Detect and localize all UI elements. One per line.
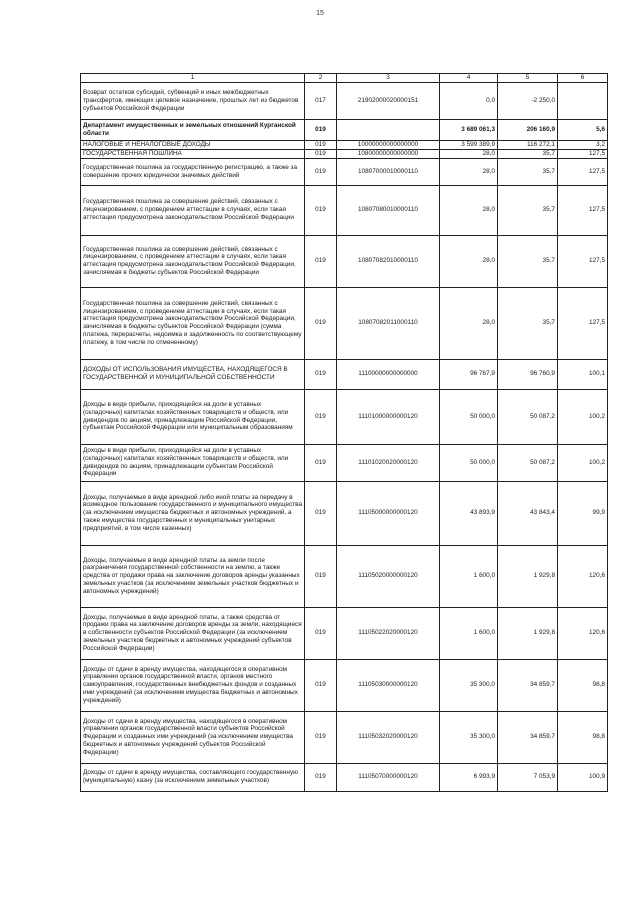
percent-cell: 99,9: [558, 481, 608, 545]
admin-code-cell: 017: [305, 83, 337, 120]
admin-code-cell: 019: [305, 120, 337, 141]
admin-code-cell: 019: [305, 287, 337, 359]
percent-cell: 100,9: [558, 763, 608, 791]
row-name-cell: Государственная пошлина за совершение действий, связанных с лицензированием, с проведением аттестации в случаях, если такая аттестация предусмотрена законодательством Российской Федерации: [81, 185, 305, 235]
budget-code-cell: 11105022020000120: [337, 607, 440, 659]
row-name-cell: Доходы от сдачи в аренду имущества, составляющего государственную (муниципальную) казну (за исключением земельных участков): [81, 763, 305, 791]
admin-code-cell: 019: [305, 185, 337, 235]
header-cell: 2: [305, 74, 337, 83]
plan-amount-cell: 50 000,0: [440, 444, 498, 481]
plan-amount-cell: 35 300,0: [440, 711, 498, 763]
header-cell: 5: [498, 74, 558, 83]
budget-code-cell: 11105070000000120: [337, 763, 440, 791]
row-name-cell: Доходы, получаемые в виде арендной либо иной платы за передачу в возмездное пользование государственного и муниципального имущества (за исключением имущества бюджетных и автономных учреждений, а также имущества государственных и муниципальных унитарных предприятий, в том числе казенных): [81, 481, 305, 545]
row-name-cell: Доходы в виде прибыли, приходящейся на доли в уставных (складочных) капиталах хозяйственных товариществ и обществ, или дивидендов по акциям, принадлежащим субъектам Российской Федерации: [81, 444, 305, 481]
admin-code-cell: 019: [305, 389, 337, 444]
table-row: [81, 545, 608, 607]
plan-amount-cell: 28,0: [440, 149, 498, 158]
percent-cell: 120,6: [558, 607, 608, 659]
budget-code-cell: 10807082010000110: [337, 235, 440, 287]
budget-code-cell: 11100000000000000: [337, 359, 440, 389]
percent-cell: 127,5: [558, 185, 608, 235]
plan-amount-cell: 1 600,0: [440, 607, 498, 659]
table-row: [81, 711, 608, 763]
budget-code-cell: 11105030000000120: [337, 659, 440, 711]
budget-code-cell: [337, 120, 440, 141]
actual-amount-cell: 34 859,7: [498, 711, 558, 763]
percent-cell: 98,8: [558, 659, 608, 711]
row-name-cell: НАЛОГОВЫЕ И НЕНАЛОГОВЫЕ ДОХОДЫ: [81, 141, 305, 150]
budget-code-cell: 11105020000000120: [337, 545, 440, 607]
row-name-cell: Государственная пошлина за государственную регистрацию, а также за совершение прочих юридически значимых действий: [81, 158, 305, 185]
actual-amount-cell: 43 843,4: [498, 481, 558, 545]
percent-cell: 120,6: [558, 545, 608, 607]
budget-table: [80, 73, 608, 792]
plan-amount-cell: 0,0: [440, 83, 498, 120]
table-header-row: [81, 74, 608, 83]
admin-code-cell: 019: [305, 481, 337, 545]
admin-code-cell: 019: [305, 359, 337, 389]
percent-cell: 127,5: [558, 158, 608, 185]
table-row: [81, 120, 608, 141]
table-row: [81, 83, 608, 120]
table-row: [81, 141, 608, 150]
budget-code-cell: 21902000020000151: [337, 83, 440, 120]
admin-code-cell: 019: [305, 659, 337, 711]
actual-amount-cell: 35,7: [498, 158, 558, 185]
budget-code-cell: 10807080010000110: [337, 185, 440, 235]
actual-amount-cell: -2 250,0: [498, 83, 558, 120]
admin-code-cell: 019: [305, 607, 337, 659]
table-row: [81, 607, 608, 659]
budget-code-cell: 11105000000000120: [337, 481, 440, 545]
percent-cell: 100,2: [558, 389, 608, 444]
admin-code-cell: 019: [305, 141, 337, 150]
actual-amount-cell: 50 087,2: [498, 389, 558, 444]
percent-cell: 100,2: [558, 444, 608, 481]
page-number: 15: [316, 10, 324, 17]
row-name-cell: Возврат остатков субсидий, субвенций и иных межбюджетных трансфертов, имеющих целевое назначение, прошлых лет из бюджетов субъектов Российской Федерации: [81, 83, 305, 120]
plan-amount-cell: 28,0: [440, 158, 498, 185]
budget-code-cell: 11105032020000120: [337, 711, 440, 763]
table-row: [81, 763, 608, 791]
budget-code-cell: 11101020020000120: [337, 444, 440, 481]
actual-amount-cell: 96 760,9: [498, 359, 558, 389]
row-name-cell: Департамент имущественных и земельных отношений Курганской области: [81, 120, 305, 141]
plan-amount-cell: 28,0: [440, 185, 498, 235]
actual-amount-cell: 116 272,1: [498, 141, 558, 150]
plan-amount-cell: 28,0: [440, 235, 498, 287]
plan-amount-cell: 1 600,0: [440, 545, 498, 607]
plan-amount-cell: 3 599 389,9: [440, 141, 498, 150]
admin-code-cell: 019: [305, 235, 337, 287]
percent-cell: 100,1: [558, 359, 608, 389]
actual-amount-cell: 34 859,7: [498, 659, 558, 711]
admin-code-cell: 019: [305, 158, 337, 185]
budget-code-cell: 10000000000000000: [337, 141, 440, 150]
budget-code-cell: 10800000000000000: [337, 149, 440, 158]
row-name-cell: ГОСУДАРСТВЕННАЯ ПОШЛИНА: [81, 149, 305, 158]
actual-amount-cell: 1 929,8: [498, 545, 558, 607]
actual-amount-cell: 50 087,2: [498, 444, 558, 481]
row-name-cell: ДОХОДЫ ОТ ИСПОЛЬЗОВАНИЯ ИМУЩЕСТВА, НАХОДЯЩЕГОСЯ В ГОСУДАРСТВЕННОЙ И МУНИЦИПАЛЬНОЙ СОБСТВЕННОСТИ: [81, 359, 305, 389]
actual-amount-cell: 35,7: [498, 185, 558, 235]
plan-amount-cell: 96 767,9: [440, 359, 498, 389]
header-cell: 1: [81, 74, 305, 83]
admin-code-cell: 019: [305, 711, 337, 763]
plan-amount-cell: 50 000,0: [440, 389, 498, 444]
percent-cell: 98,8: [558, 711, 608, 763]
plan-amount-cell: 6 993,9: [440, 763, 498, 791]
percent-cell: 3,2: [558, 141, 608, 150]
table-row: [81, 235, 608, 287]
percent-cell: [558, 83, 608, 120]
plan-amount-cell: 35 300,0: [440, 659, 498, 711]
actual-amount-cell: 1 929,8: [498, 607, 558, 659]
header-cell: 4: [440, 74, 498, 83]
table-row: [81, 389, 608, 444]
actual-amount-cell: 35,7: [498, 287, 558, 359]
row-name-cell: Доходы от сдачи в аренду имущества, находящегося в оперативном управлении органов государственной власти субъектов Российской Федерации и созданных ими учреждений (за исключением имущества бюджетных и автономных учреждений субъектов Российской Федерации): [81, 711, 305, 763]
actual-amount-cell: 35,7: [498, 149, 558, 158]
actual-amount-cell: 35,7: [498, 235, 558, 287]
row-name-cell: Доходы в виде прибыли, приходящейся на доли в уставных (складочных) капиталах хозяйственных товариществ и обществ, или дивидендов по акциям, принадлежащим Российской Федерации, субъектам Российской Федерации или муниципальным образованиям: [81, 389, 305, 444]
admin-code-cell: 019: [305, 545, 337, 607]
actual-amount-cell: 7 053,9: [498, 763, 558, 791]
table-row: [81, 158, 608, 185]
percent-cell: 127,5: [558, 287, 608, 359]
plan-amount-cell: 28,0: [440, 287, 498, 359]
row-name-cell: Доходы, получаемые в виде арендной платы за земли после разграничения государственной собственности на землю, а также средства от продажи права на заключение договоров аренды указанных земельных участков (за исключением земельных участков бюджетных и автономных учреждений): [81, 545, 305, 607]
admin-code-cell: 019: [305, 763, 337, 791]
row-name-cell: Доходы от сдачи в аренду имущества, находящегося в оперативном управлении органов государственной власти, органов местного самоуправления, государственных внебюджетных фондов и созданных ими учреждений (за исключением имущества бюджетных и автономных учреждений): [81, 659, 305, 711]
actual-amount-cell: 206 160,9: [498, 120, 558, 141]
budget-code-cell: 10807082011000110: [337, 287, 440, 359]
percent-cell: 127,5: [558, 149, 608, 158]
plan-amount-cell: 43 893,9: [440, 481, 498, 545]
table-row: [81, 359, 608, 389]
table-row: [81, 444, 608, 481]
plan-amount-cell: 3 689 061,3: [440, 120, 498, 141]
table-row: [81, 481, 608, 545]
percent-cell: 127,5: [558, 235, 608, 287]
table-row: [81, 659, 608, 711]
table-row: [81, 287, 608, 359]
admin-code-cell: 019: [305, 444, 337, 481]
table-row: [81, 149, 608, 158]
admin-code-cell: 019: [305, 149, 337, 158]
row-name-cell: Доходы, получаемые в виде арендной платы, а также средства от продажи права на заключение договоров аренды за земли, находящиеся в собственности субъектов Российской Федерации (за исключением земельных участков бюджетных и автономных учреждений субъектов Российской Федерации): [81, 607, 305, 659]
header-cell: 3: [337, 74, 440, 83]
budget-code-cell: 11101000000000120: [337, 389, 440, 444]
row-name-cell: Государственная пошлина за совершение действий, связанных с лицензированием, с проведением аттестации в случаях, если такая аттестация предусмотрена законодательством Российской Федерации, зачисляемая в бюджеты субъектов Российской Федерации (сумма платежа, перерасчеты, недоимка и задолженность по соответствующему платежу, в том числе по отмененному): [81, 287, 305, 359]
percent-cell: 5,6: [558, 120, 608, 141]
row-name-cell: Государственная пошлина за совершение действий, связанных с лицензированием, с проведением аттестации в случаях, если такая аттестация предусмотрена законодательством Российской Федерации, зачисляемая в бюджеты субъектов Российской Федерации: [81, 235, 305, 287]
table-row: [81, 185, 608, 235]
header-cell: 6: [558, 74, 608, 83]
budget-code-cell: 10807000010000110: [337, 158, 440, 185]
